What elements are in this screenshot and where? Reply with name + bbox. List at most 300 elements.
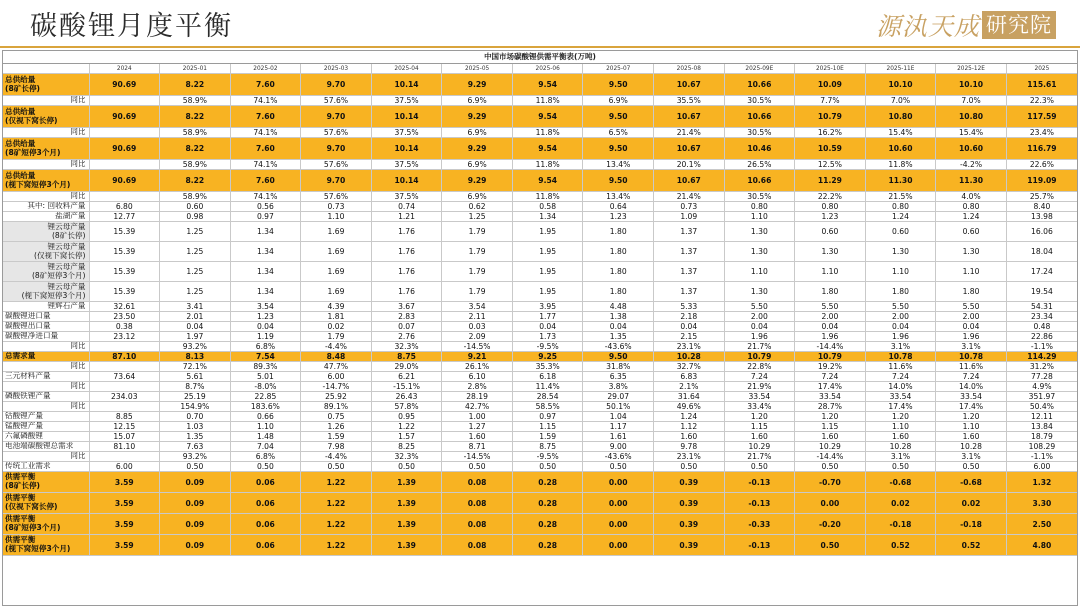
table-cell: 9.29 <box>442 106 513 128</box>
table-cell: 1.25 <box>160 222 231 242</box>
table-cell: 1.23 <box>795 212 866 222</box>
table-cell: 1.96 <box>936 332 1007 342</box>
table-cell: 77.28 <box>1006 372 1077 382</box>
table-cell: 0.04 <box>865 322 936 332</box>
row-label: 同比 <box>3 362 89 372</box>
table-cell: 57.6% <box>301 96 372 106</box>
table-cell: 0.60 <box>795 222 866 242</box>
table-cell: 12.11 <box>1006 412 1077 422</box>
table-cell: 1.10 <box>936 262 1007 282</box>
table-cell: 1.22 <box>301 472 372 493</box>
table-cell: 6.83 <box>654 372 725 382</box>
table-cell <box>89 342 160 352</box>
table-cell: 50.1% <box>583 402 654 412</box>
table-row <box>3 392 1077 402</box>
column-header: 2025-08 <box>654 64 725 74</box>
row-label: 供需平衡 (8矿长停) <box>3 472 89 493</box>
table-cell: 15.39 <box>89 262 160 282</box>
table-cell: 1.21 <box>371 212 442 222</box>
table-cell: 17.4% <box>936 402 1007 412</box>
table-cell: -14.5% <box>442 452 513 462</box>
table-cell: 49.6% <box>654 402 725 412</box>
table-cell: 12.77 <box>89 212 160 222</box>
table-cell: 10.67 <box>654 138 725 160</box>
table-cell: 1.79 <box>442 262 513 282</box>
table-cell: 1.80 <box>795 282 866 302</box>
table-cell: 183.6% <box>230 402 301 412</box>
table-cell: -4.4% <box>301 452 372 462</box>
table-cell: 1.20 <box>936 412 1007 422</box>
table-cell: 33.54 <box>795 392 866 402</box>
table-cell: 1.20 <box>865 412 936 422</box>
table-row <box>3 535 1077 556</box>
column-header: 2025 <box>1006 64 1077 74</box>
table-cell: 23.1% <box>654 342 725 352</box>
table-cell <box>89 96 160 106</box>
table-cell: 29.0% <box>371 362 442 372</box>
table-row <box>3 452 1077 462</box>
table-cell: 6.10 <box>442 372 513 382</box>
table-cell: 15.4% <box>936 128 1007 138</box>
column-header: 2025-04 <box>371 64 442 74</box>
table-cell: 3.59 <box>89 472 160 493</box>
table-cell: 35.5% <box>654 96 725 106</box>
table-row <box>3 222 1077 242</box>
table-cell: 4.48 <box>583 302 654 312</box>
table-cell: 7.7% <box>795 96 866 106</box>
table-cell: 7.60 <box>230 74 301 96</box>
table-cell: 1.69 <box>301 222 372 242</box>
column-header: 2025-10E <box>795 64 866 74</box>
table-cell: 10.66 <box>724 106 795 128</box>
table-cell: 31.8% <box>583 362 654 372</box>
table-cell: -0.68 <box>936 472 1007 493</box>
table-cell <box>89 382 160 392</box>
table-cell: 1.20 <box>724 412 795 422</box>
table-cell: 15.4% <box>865 128 936 138</box>
column-header: 2025-12E <box>936 64 1007 74</box>
table-cell: 8.75 <box>512 442 583 452</box>
table-cell: 0.07 <box>371 322 442 332</box>
table-row <box>3 352 1077 362</box>
table-row <box>3 412 1077 422</box>
table-cell: 0.50 <box>724 462 795 472</box>
table-cell: 10.28 <box>936 442 1007 452</box>
table-cell: 58.9% <box>160 192 231 202</box>
row-label: 传统工业需求 <box>3 462 89 472</box>
table-cell: 93.2% <box>160 452 231 462</box>
table-cell: 58.5% <box>512 402 583 412</box>
row-label: 同比 <box>3 160 89 170</box>
table-cell: 1.95 <box>512 222 583 242</box>
table-cell: 15.39 <box>89 282 160 302</box>
header-divider <box>0 46 1080 48</box>
table-cell: 0.09 <box>160 535 231 556</box>
table-cell: 1.37 <box>654 262 725 282</box>
table-cell <box>89 402 160 412</box>
table-cell: 1.25 <box>442 212 513 222</box>
table-cell: 3.54 <box>442 302 513 312</box>
table-cell: 30.5% <box>724 192 795 202</box>
table-cell: 23.4% <box>1006 128 1077 138</box>
table-cell: 1.25 <box>160 262 231 282</box>
table-cell: 1.25 <box>160 282 231 302</box>
row-label: 供需平衡 (8矿短停3个月) <box>3 514 89 535</box>
table-row <box>3 74 1077 96</box>
table-cell: 19.2% <box>795 362 866 372</box>
balance-table <box>3 64 1077 556</box>
table-cell: 9.70 <box>301 74 372 96</box>
table-cell: 9.70 <box>301 138 372 160</box>
table-cell: 20.1% <box>654 160 725 170</box>
table-cell: 6.9% <box>442 96 513 106</box>
table-cell: 0.39 <box>654 535 725 556</box>
table-cell: 8.7% <box>160 382 231 392</box>
table-cell: 1.10 <box>301 212 372 222</box>
table-cell: 7.60 <box>230 138 301 160</box>
table-cell: 10.10 <box>936 74 1007 96</box>
table-cell: 73.64 <box>89 372 160 382</box>
brand-logo <box>876 7 1058 43</box>
table-cell: 0.09 <box>160 493 231 514</box>
table-cell: 1.34 <box>230 282 301 302</box>
column-header: 2025-01 <box>160 64 231 74</box>
table-cell: 0.00 <box>583 493 654 514</box>
table-cell: 7.63 <box>160 442 231 452</box>
table-cell: 3.30 <box>1006 493 1077 514</box>
table-cell: 3.67 <box>371 302 442 312</box>
table-cell: 0.50 <box>654 462 725 472</box>
row-label: 同比 <box>3 452 89 462</box>
table-cell: 154.9% <box>160 402 231 412</box>
table-cell: 2.00 <box>795 312 866 322</box>
table-cell: 1.30 <box>724 222 795 242</box>
table-cell: 0.00 <box>583 472 654 493</box>
table-cell: 89.1% <box>301 402 372 412</box>
table-cell: 0.60 <box>936 222 1007 242</box>
table-cell: 10.14 <box>371 138 442 160</box>
table-cell: 0.50 <box>865 462 936 472</box>
table-cell: 0.00 <box>795 493 866 514</box>
table-cell: 21.4% <box>654 192 725 202</box>
table-cell: 81.10 <box>89 442 160 452</box>
table-row <box>3 282 1077 302</box>
table-cell: 1.80 <box>583 282 654 302</box>
table-cell: 9.00 <box>583 442 654 452</box>
table-cell: 8.75 <box>371 352 442 362</box>
row-label: 锂辉石产量 <box>3 302 89 312</box>
table-cell <box>89 362 160 372</box>
table-cell: 25.19 <box>160 392 231 402</box>
table-cell: 6.9% <box>442 160 513 170</box>
table-cell: 31.2% <box>1006 362 1077 372</box>
row-label: 盐湖产量 <box>3 212 89 222</box>
table-cell: 6.5% <box>583 128 654 138</box>
table-cell: 1.96 <box>795 332 866 342</box>
table-cell: 7.24 <box>865 372 936 382</box>
table-cell: -0.68 <box>865 472 936 493</box>
table-cell: 37.5% <box>371 128 442 138</box>
table-cell: 22.85 <box>230 392 301 402</box>
brand-logo-text: 源汍天成 <box>875 12 980 41</box>
table-cell: 10.67 <box>654 74 725 96</box>
table-cell: 2.00 <box>865 312 936 322</box>
table-cell: 10.10 <box>865 74 936 96</box>
table-cell: 7.24 <box>936 372 1007 382</box>
table-cell: 30.5% <box>724 96 795 106</box>
table-cell: 1.39 <box>371 514 442 535</box>
table-cell: 0.00 <box>583 514 654 535</box>
table-cell: 1.76 <box>371 222 442 242</box>
table-cell: 21.4% <box>654 128 725 138</box>
table-cell: -1.1% <box>1006 452 1077 462</box>
table-cell: 1.81 <box>301 312 372 322</box>
column-header: 2025-06 <box>512 64 583 74</box>
table-cell: 0.73 <box>654 202 725 212</box>
table-cell: 33.4% <box>724 402 795 412</box>
table-cell: 35.3% <box>512 362 583 372</box>
row-label: 电池端碳酸锂总需求 <box>3 442 89 452</box>
table-cell: 1.35 <box>583 332 654 342</box>
table-cell: 0.50 <box>795 462 866 472</box>
table-cell: 87.10 <box>89 352 160 362</box>
table-cell: 93.2% <box>160 342 231 352</box>
table-cell: 0.97 <box>230 212 301 222</box>
table-row <box>3 462 1077 472</box>
table-cell: 10.14 <box>371 106 442 128</box>
table-cell: 1.73 <box>512 332 583 342</box>
table-cell: -4.2% <box>936 160 1007 170</box>
table-cell: 1.22 <box>301 493 372 514</box>
table-cell: 7.04 <box>230 442 301 452</box>
table-cell <box>89 128 160 138</box>
table-cell: 1.95 <box>512 262 583 282</box>
table-cell: 1.25 <box>160 242 231 262</box>
row-label: 锂云母产量 (8矿长停) <box>3 222 89 242</box>
table-cell: 57.6% <box>301 192 372 202</box>
table-cell: 2.15 <box>654 332 725 342</box>
table-cell: 22.2% <box>795 192 866 202</box>
table-cell: 19.54 <box>1006 282 1077 302</box>
table-cell: 57.8% <box>371 402 442 412</box>
table-cell: 28.54 <box>512 392 583 402</box>
table-cell: 42.7% <box>442 402 513 412</box>
table-cell: 10.78 <box>936 352 1007 362</box>
table-cell: 13.84 <box>1006 422 1077 432</box>
table-cell: 1.30 <box>724 282 795 302</box>
table-cell: 10.59 <box>795 138 866 160</box>
table-cell: 1.24 <box>865 212 936 222</box>
table-cell: 37.5% <box>371 160 442 170</box>
table-cell: 22.6% <box>1006 160 1077 170</box>
table-cell: 10.79 <box>795 352 866 362</box>
row-label: 磷酸铁锂产量 <box>3 392 89 402</box>
table-cell: 7.60 <box>230 106 301 128</box>
table-cell: 1.30 <box>865 242 936 262</box>
table-cell: 1.95 <box>512 242 583 262</box>
table-cell: 1.96 <box>865 332 936 342</box>
table-cell: 1.30 <box>795 242 866 262</box>
table-cell: 14.0% <box>865 382 936 392</box>
table-cell: 10.46 <box>724 138 795 160</box>
table-cell: 1.23 <box>583 212 654 222</box>
table-cell: 1.10 <box>724 262 795 282</box>
table-cell: 2.00 <box>936 312 1007 322</box>
table-cell: 0.39 <box>654 493 725 514</box>
table-cell: 1.32 <box>1006 472 1077 493</box>
table-cell: 108.29 <box>1006 442 1077 452</box>
table-cell: 8.22 <box>160 106 231 128</box>
table-cell: 1.69 <box>301 262 372 282</box>
table-cell: 9.70 <box>301 170 372 192</box>
table-cell: 8.71 <box>442 442 513 452</box>
table-cell: 7.24 <box>795 372 866 382</box>
table-cell: 0.28 <box>512 535 583 556</box>
table-cell: 7.0% <box>865 96 936 106</box>
table-cell: 16.2% <box>795 128 866 138</box>
table-cell: 1.77 <box>512 312 583 322</box>
table-cell: 11.8% <box>512 96 583 106</box>
row-label: 供需平衡 (枧下窝短停3个月) <box>3 535 89 556</box>
table-cell: 28.7% <box>795 402 866 412</box>
table-cell: -4.4% <box>301 342 372 352</box>
table-cell: 1.19 <box>230 332 301 342</box>
table-cell: 17.4% <box>865 402 936 412</box>
table-cell: 32.7% <box>654 362 725 372</box>
table-cell: 0.08 <box>442 514 513 535</box>
table-cell: 6.00 <box>301 372 372 382</box>
table-cell: 0.80 <box>724 202 795 212</box>
table-cell: 23.12 <box>89 332 160 342</box>
table-row <box>3 192 1077 202</box>
table-cell: 1.57 <box>371 432 442 442</box>
table-cell: 8.85 <box>89 412 160 422</box>
table-cell: 13.98 <box>1006 212 1077 222</box>
table-cell: 8.22 <box>160 170 231 192</box>
row-label: 同比 <box>3 128 89 138</box>
table-cell: 0.95 <box>371 412 442 422</box>
table-cell: 1.15 <box>724 422 795 432</box>
table-row <box>3 442 1077 452</box>
table-cell: 1.80 <box>583 222 654 242</box>
table-cell: 1.23 <box>230 312 301 322</box>
table-cell: 5.01 <box>230 372 301 382</box>
table-cell: 1.10 <box>795 262 866 282</box>
column-header: 2024 <box>89 64 160 74</box>
table-cell: 0.28 <box>512 472 583 493</box>
table-cell: -14.5% <box>442 342 513 352</box>
table-cell: 6.9% <box>583 96 654 106</box>
table-cell: 6.18 <box>512 372 583 382</box>
table-cell: 9.50 <box>583 170 654 192</box>
table-cell: 29.07 <box>583 392 654 402</box>
table-row <box>3 332 1077 342</box>
table-row <box>3 106 1077 128</box>
table-cell: 0.73 <box>301 202 372 212</box>
table-cell: 8.40 <box>1006 202 1077 212</box>
table-cell: 3.59 <box>89 535 160 556</box>
table-cell: 0.98 <box>160 212 231 222</box>
row-label: 总供给量 (8矿短停3个月) <box>3 138 89 160</box>
table-cell: 6.00 <box>89 462 160 472</box>
table-cell: 23.34 <box>1006 312 1077 322</box>
table-row <box>3 262 1077 282</box>
table-cell: 1.12 <box>654 422 725 432</box>
table-cell: 351.97 <box>1006 392 1077 402</box>
table-cell: 1.10 <box>865 262 936 282</box>
table-cell: 1.60 <box>936 432 1007 442</box>
table-cell: 9.54 <box>512 106 583 128</box>
table-cell: 23.50 <box>89 312 160 322</box>
table-cell: 6.9% <box>442 192 513 202</box>
table-cell: 9.25 <box>512 352 583 362</box>
table-row <box>3 382 1077 392</box>
table-cell: 1.80 <box>583 262 654 282</box>
table-row <box>3 138 1077 160</box>
table-cell: 3.1% <box>936 452 1007 462</box>
table-cell: 1.03 <box>160 422 231 432</box>
table-row <box>3 362 1077 372</box>
table-cell: 90.69 <box>89 74 160 96</box>
table-cell: 15.39 <box>89 242 160 262</box>
table-cell: 12.5% <box>795 160 866 170</box>
table-cell: 0.60 <box>865 222 936 242</box>
table-cell: 0.08 <box>442 472 513 493</box>
table-cell: 22.8% <box>724 362 795 372</box>
table-cell: 74.1% <box>230 96 301 106</box>
table-cell: 4.9% <box>1006 382 1077 392</box>
table-cell: 10.67 <box>654 106 725 128</box>
table-cell: 10.78 <box>865 352 936 362</box>
table-cell: 2.11 <box>442 312 513 322</box>
table-cell: 3.59 <box>89 493 160 514</box>
table-cell: 9.21 <box>442 352 513 362</box>
table-cell: 10.67 <box>654 170 725 192</box>
table-cell: 10.14 <box>371 74 442 96</box>
table-cell: 11.29 <box>795 170 866 192</box>
table-cell: 10.28 <box>654 352 725 362</box>
table-cell: 0.03 <box>442 322 513 332</box>
table-cell: 10.60 <box>936 138 1007 160</box>
table-cell: -14.4% <box>795 452 866 462</box>
table-cell: -0.13 <box>724 472 795 493</box>
table-cell: 1.10 <box>936 422 1007 432</box>
table-cell: 2.76 <box>371 332 442 342</box>
table-cell: 0.02 <box>936 493 1007 514</box>
table-cell: 0.75 <box>301 412 372 422</box>
table-cell: 26.5% <box>724 160 795 170</box>
table-cell: 9.70 <box>301 106 372 128</box>
table-cell: 2.18 <box>654 312 725 322</box>
table-cell: -1.1% <box>1006 342 1077 352</box>
table-cell: 32.3% <box>371 342 442 352</box>
table-cell: 26.1% <box>442 362 513 372</box>
table-cell: 10.29 <box>724 442 795 452</box>
table-cell: 21.7% <box>724 342 795 352</box>
table-cell: 23.1% <box>654 452 725 462</box>
row-label: 锂云母产量 (8矿短停3个月) <box>3 262 89 282</box>
table-cell: 3.1% <box>865 342 936 352</box>
table-cell: 1.30 <box>936 242 1007 262</box>
table-cell: 1.34 <box>512 212 583 222</box>
row-label: 钴酸锂产量 <box>3 412 89 422</box>
table-cell: 6.8% <box>230 342 301 352</box>
table-cell: 1.60 <box>865 432 936 442</box>
table-cell: 0.80 <box>936 202 1007 212</box>
table-cell: 9.50 <box>583 74 654 96</box>
table-cell: 10.79 <box>724 352 795 362</box>
table-cell: 2.8% <box>442 382 513 392</box>
